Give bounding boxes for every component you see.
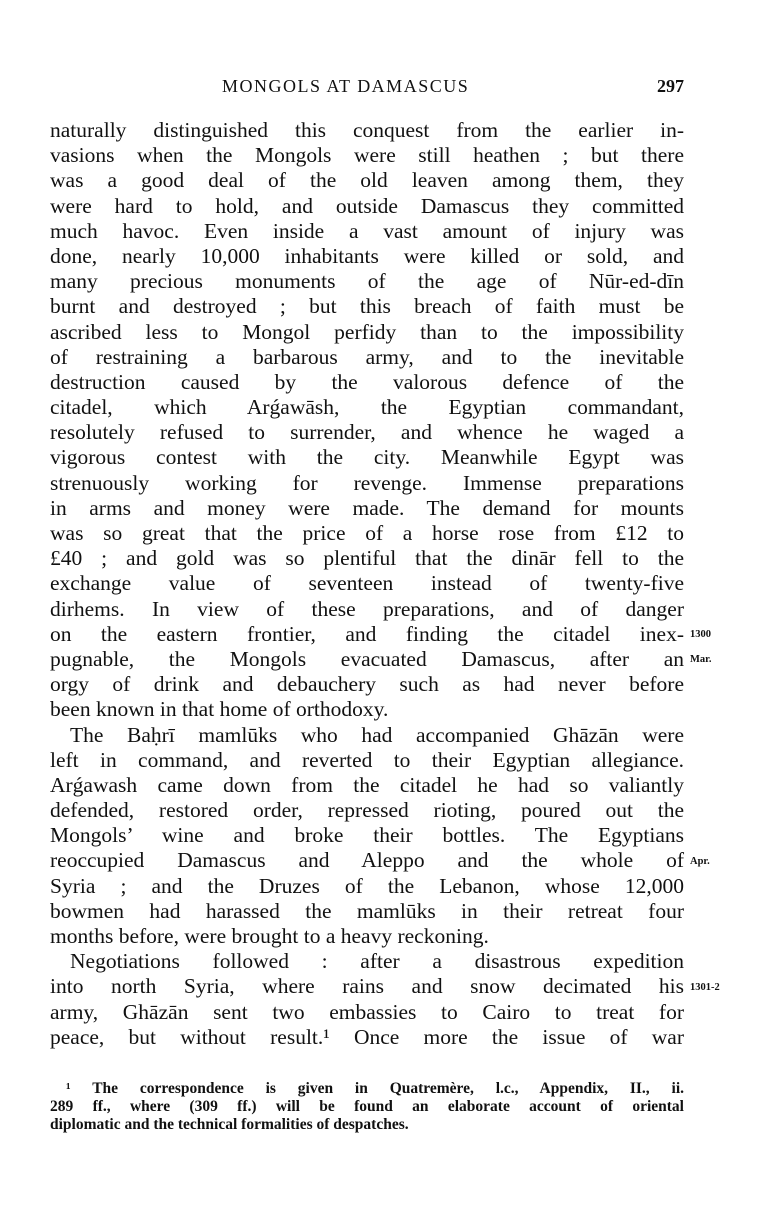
text-line: been known in that home of orthodoxy.	[50, 697, 389, 722]
text-line: pugnable, the Mongols evacuated Damascus, after an	[50, 646, 684, 671]
footnote-line: 289 ff., where (309 ff.) will be found an elaborate account of oriental	[50, 1098, 684, 1115]
text-line: was so great that the price of a horse rose from £12 to	[50, 521, 684, 545]
text-line: months before, were brought to a heavy reckoning.	[50, 924, 489, 948]
text-line: vasions when the Mongols were still heathen ; but there	[50, 143, 684, 168]
text-line: Syria ; and the Druzes of the Lebanon, whose 12,000	[50, 873, 684, 898]
text-line: much havoc. Even inside a vast amount of injury was	[50, 218, 684, 243]
margin-note: 1301-2	[690, 981, 720, 993]
text-line: burnt and destroyed ; but this breach of faith must be	[50, 294, 684, 319]
text-line: into north Syria, where rains and snow decimated his	[50, 974, 684, 999]
text-line: dirhems. In view of these preparations, and of danger	[50, 596, 684, 621]
text-line: army, Ghāzān sent two embassies to Cairo to treat for	[50, 999, 684, 1024]
text-line: on the eastern frontier, and finding the citadel inex-	[50, 621, 684, 646]
text-line: of restraining a barbarous army, and to the inevitable	[50, 344, 684, 369]
footnote	[50, 1080, 684, 1134]
text-line: exchange value of seventeen instead of twenty-five	[50, 571, 684, 596]
footnote-line: ¹ The correspondence is given in Quatremère, l.c., Appendix, II., ii.	[66, 1080, 684, 1097]
text-line: resolutely refused to surrender, and whence he waged a	[50, 420, 684, 445]
text-line: citadel, which Arǵawāsh, the Egyptian commandant,	[50, 395, 684, 420]
text-line: left in command, and reverted to their Egyptian allegiance.	[50, 747, 684, 772]
text-line: strenuously working for revenge. Immense preparations	[50, 470, 684, 495]
text-line: were hard to hold, and outside Damascus they committed	[50, 193, 684, 218]
margin-note: Apr.	[690, 855, 710, 867]
body-text	[50, 118, 684, 1050]
text-line: naturally distinguished this conquest from the earlier in-	[50, 118, 684, 142]
page-number: 297	[657, 76, 684, 96]
footnote-line: diplomatic and the technical formalities of despatches.	[50, 1116, 409, 1133]
text-line: vigorous contest with the city. Meanwhile Egypt was	[50, 445, 684, 470]
text-line: peace, but without result.¹ Once more the issue of war	[50, 1024, 684, 1049]
page-header	[52, 76, 684, 104]
text-line: defended, restored order, repressed rioting, poured out the	[50, 798, 684, 823]
text-line: £40 ; and gold was so plentiful that the dinār fell to the	[50, 546, 684, 571]
text-line: ascribed less to Mongol perfidy than to the impossibility	[50, 319, 684, 344]
text-line: done, nearly 10,000 inhabitants were killed or sold, and	[50, 243, 684, 268]
text-line: Mongols’ wine and broke their bottles. The Egyptians	[50, 823, 684, 848]
text-line: in arms and money were made. The demand for mounts	[50, 495, 684, 520]
text-line: Negotiations followed : after a disastrous expedition	[70, 949, 684, 974]
running-title: MONGOLS AT DAMASCUS	[222, 76, 470, 96]
text-line: orgy of drink and debauchery such as had never before	[50, 672, 684, 697]
text-line: bowmen had harassed the mamlūks in their retreat four	[50, 898, 684, 923]
text-line: destruction caused by the valorous defence of the	[50, 369, 684, 394]
text-line: many precious monuments of the age of Nūr-ed-dīn	[50, 269, 684, 294]
margin-note: 1300	[690, 629, 711, 640]
text-line: was a good deal of the old leaven among them, they	[50, 168, 684, 193]
margin-note: Mar.	[690, 654, 712, 666]
text-line: Arǵawash came down from the citadel he had so valiantly	[50, 772, 684, 797]
text-line: reoccupied Damascus and Aleppo and the whole of	[50, 848, 684, 873]
text-line: The Baḥrī mamlūks who had accompanied Ghāzān were	[70, 722, 684, 747]
